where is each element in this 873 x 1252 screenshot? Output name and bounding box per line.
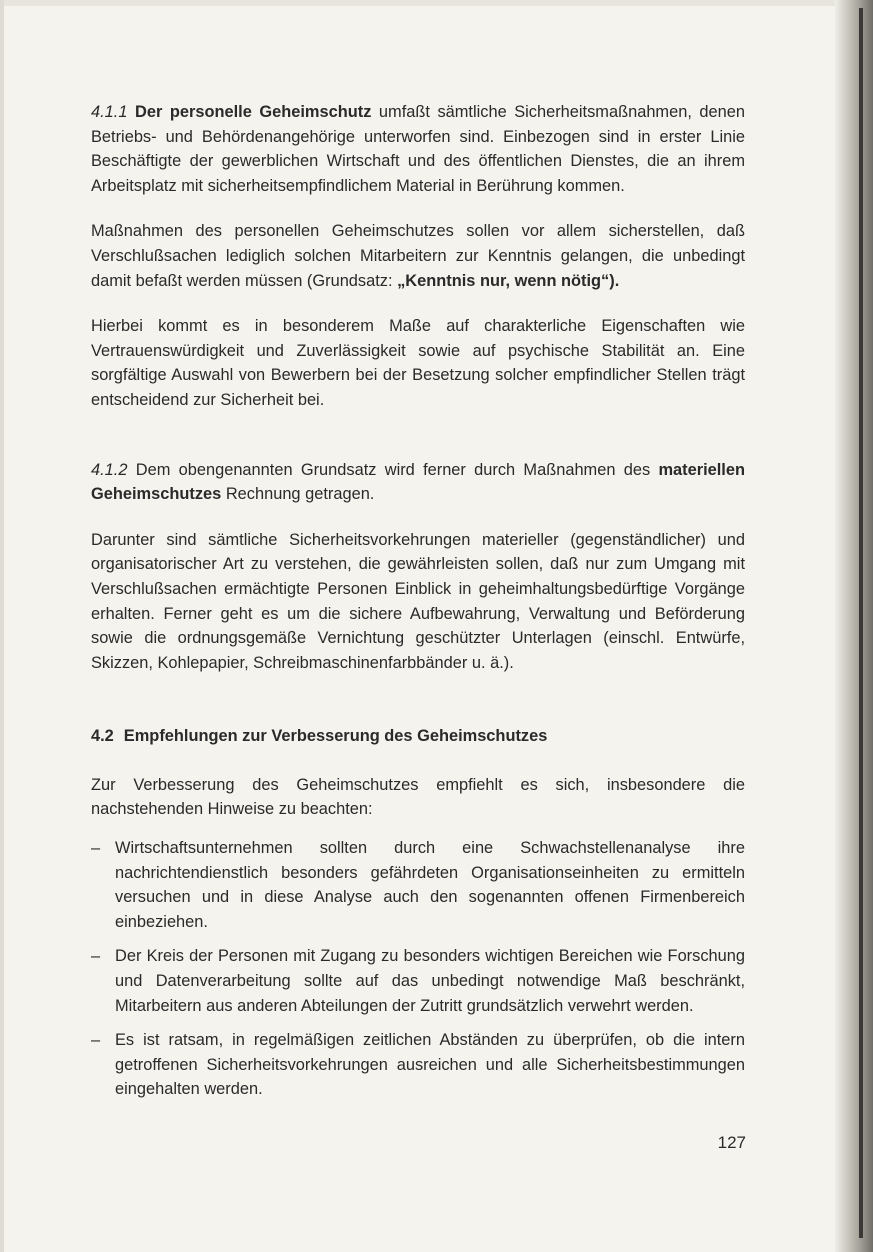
dash-bullet: – (91, 947, 101, 966)
list-item (91, 836, 745, 934)
section-number: 4.1.2 (91, 460, 128, 479)
recommendation-list (91, 836, 745, 1102)
section-number: 4.1.1 (91, 103, 128, 121)
dash-bullet: – (91, 839, 101, 858)
paragraph-text: umfaßt sämtliche Sicherheitsmaßnahmen, denen Betriebs- und Behördenangehörige unterworfen sind. Einbezogen sind in erster Linie Beschäftigte der gewerblichen Wirtschaft und des öffentlichen Dienstes, die an ihrem Arbeitsplatz mit sicherheitsempfindlichem Material in Berührung kommen. (91, 103, 745, 195)
book-spine-shadow (835, 0, 873, 1252)
heading-title: Empfehlungen zur Verbesserung des Geheimschutzes (123, 727, 548, 746)
bold-term: Der personelle Geheimschutz (135, 103, 372, 121)
heading-number: 4.2 (91, 727, 114, 746)
bold-principle: „Kenntnis nur, wenn nötig“). (397, 271, 620, 290)
bold-term: materiellen Geheimschutzes (91, 460, 745, 504)
paragraph-material: Darunter sind sämtliche Sicherheitsvorkehrungen materieller (gegenständlicher) und organisatorischer Art zu verstehen, die gewährleisten sollen, daß nur zum Umgang mit Verschlußsachen ermächtigte Personen Einblick in geheimhaltungsbedürftige Vorgänge erhalten. Ferner geht es um die sichere Aufbewahrung, Verwaltung und Beförderung sowie die ordnungsgemäße Vernichtung geschützter Unterlagen (einschl. Entwürfe, Skizzen, Kohlepapier, Schreibmaschinenfarbbänder u. ä.). (91, 530, 745, 672)
paragraph-4-1-2 (91, 458, 745, 507)
page-number: 127 (717, 1133, 746, 1152)
section-heading-4-2 (91, 724, 745, 749)
paragraph-intro: Zur Verbesserung des Geheimschutzes empfiehlt es sich, insbesondere die nachstehenden Hinweise zu beachten: (91, 775, 745, 819)
dash-bullet: – (91, 1031, 101, 1050)
list-item (91, 944, 745, 1018)
page-top-edge (0, 0, 840, 6)
paragraph-4-1-1 (91, 100, 745, 198)
page-body (91, 100, 745, 1102)
list-item-text: Der Kreis der Personen mit Zugang zu besonders wichtigen Bereichen wie Forschung und Datenverarbeitung sollte auf das unbedingt notwendige Maß beschränkt, Mitarbeitern aus anderen Abteilungen der Zutritt grundsätzlich verwehrt werden. (115, 947, 745, 1015)
list-item-text: Es ist ratsam, in regelmäßigen zeitlichen Abständen zu überprüfen, ob die intern getroffenen Sicherheitsvorkehrungen ausreichen und alle Sicherheitsbestimmungen eingehalten werden. (115, 1031, 745, 1099)
spine-binding-line (859, 8, 863, 1238)
page-left-edge (0, 0, 4, 1252)
paragraph-text: Maßnahmen des personellen Geheimschutzes sollen vor allem sicherstellen, daß Verschlußsachen lediglich solchen Mitarbeitern zur Kenntnis gelangen, die unbedingt damit befaßt werden müssen (Grundsatz: (91, 222, 745, 290)
list-item (91, 1028, 745, 1102)
paragraph-character: Hierbei kommt es in besonderem Maße auf charakterliche Eigenschaften wie Vertrauenswürdigkeit und Zuverlässigkeit sowie auf psychische Stabilität an. Eine sorgfältige Auswahl von Bewerbern bei der Besetzung solcher empfindlicher Stellen trägt entscheidend zur Sicherheit bei. (91, 317, 745, 409)
paragraph-text: Dem obengenannten Grundsatz wird ferner durch Maßnahmen des (127, 460, 659, 479)
paragraph-text: Rechnung getragen. (221, 485, 375, 504)
paragraph-principle (91, 219, 745, 293)
list-item-text: Wirtschaftsunternehmen sollten durch eine Schwachstellenanalyse ihre nachrichtendienstlich besonders gefährdeten Organisationseinheiten zu ermitteln versuchen und in diese Analyse auch den sogenannten offenen Firmenbereich einbeziehen. (115, 839, 745, 931)
